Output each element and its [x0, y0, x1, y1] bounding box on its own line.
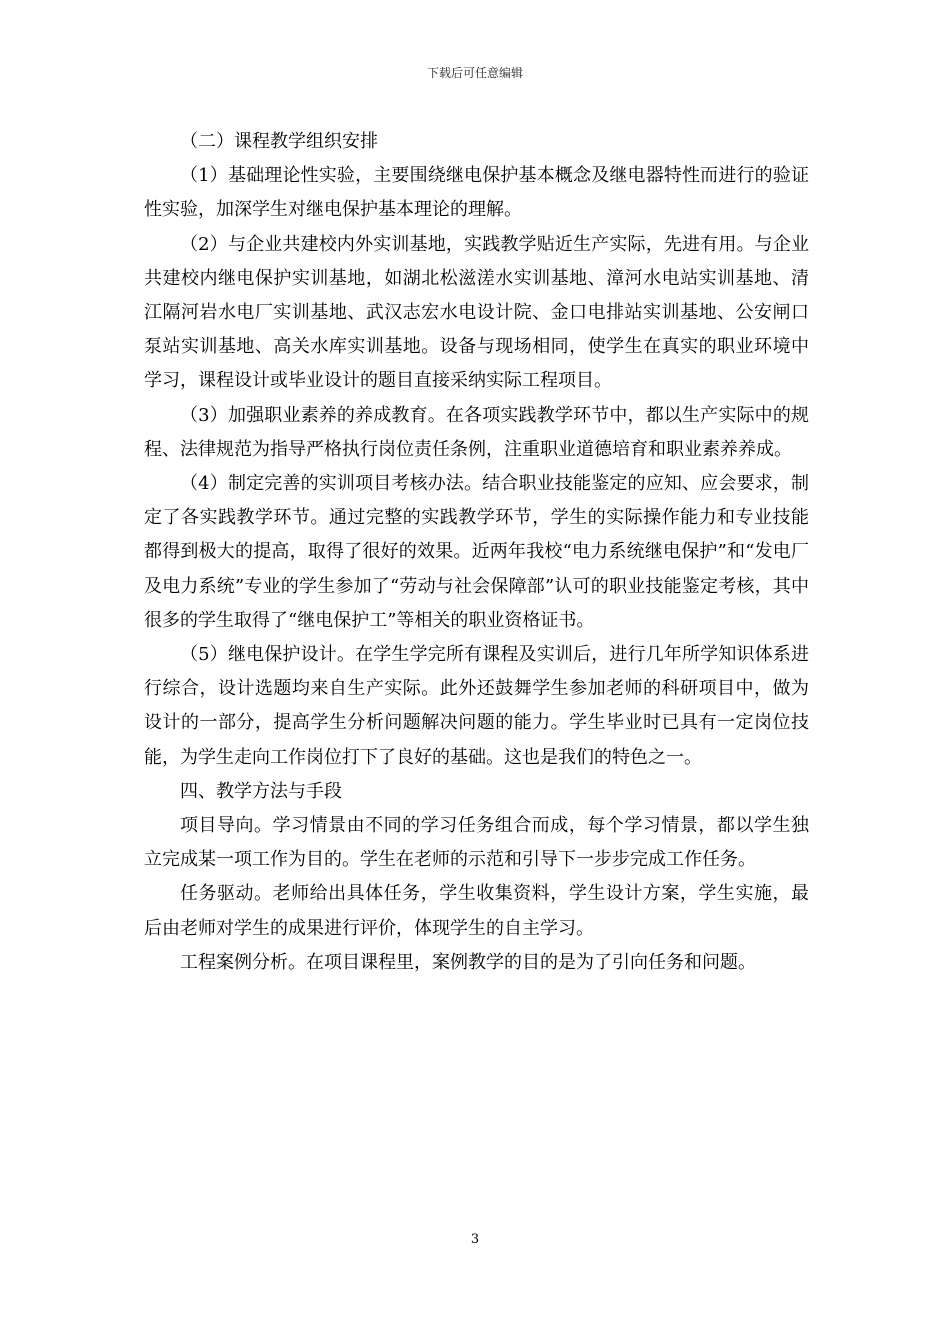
paragraph-item-4: （4）制定完善的实训项目考核办法。结合职业技能鉴定的应知、应会要求，制定了各实践教学环节。通过完整的实践教学环节，学生的实际操作能力和专业技能都得到极大的提高，取得了很好的效果。近两年我校“电力系统继电保护”和“发电厂及电力系统”专业的学生参加了“劳动与社会保障部”认可的职业技能鉴定考核，其中很多的学生取得了“继电保护工”等相关的职业资格证书。 [144, 473, 809, 631]
paragraph-item-3: （3）加强职业素养的养成教育。在各项实践教学环节中，都以生产实际中的规程、法律规范为指导严格执行岗位责任条例，注重职业道德培育和职业素养养成。 [144, 404, 809, 460]
paragraph-task-driven: 任务驱动。老师给出具体任务，学生收集资料，学生设计方案，学生实施，最后由老师对学生的成果进行评价，体现学生的自主学习。 [144, 883, 809, 939]
paragraph-item-2: （2）与企业共建校内外实训基地，实践教学贴近生产实际，先进有用。与企业共建校内继电保护实训基地，如湖北松滋溠水实训基地、漳河水电站实训基地、清江隔河岩水电厂实训基地、武汉志宏水电设计院、金口电排站实训基地、公安闸口泵站实训基地、高关水库实训基地。设备与现场相同，使学生在真实的职业环境中学习，课程设计或毕业设计的题目直接采纳实际工程项目。 [144, 233, 809, 392]
paragraph-case-analysis: 工程案例分析。在项目课程里，案例教学的目的是为了引向任务和问题。 [180, 951, 756, 973]
document-body [144, 125, 809, 980]
paragraph-item-1: （1）基础理论性实验，主要围绕继电保护基本概念及继电器特性而进行的验证性实验，加深学生对继电保护基本理论的理解。 [144, 165, 809, 221]
section-heading-course-organization: （二）课程教学组织安排 [180, 131, 378, 152]
page-header: 下载后可任意编辑 [426, 66, 523, 80]
paragraph-item-5: （5）继电保护设计。在学生学完所有课程及实训后，进行几年所学知识体系进行综合，设计选题均来自生产实际。此外还鼓舞学生参加老师的科研项目中，做为设计的一部分，提高学生分析问题解决问题的能力。学生毕业时已具有一定岗位技能，为学生走向工作岗位打下了良好的基础。这也是我们的特色之一。 [144, 644, 809, 768]
page-number: 3 [470, 1232, 480, 1247]
paragraph-project-oriented: 项目导向。学习情景由不同的学习任务组合而成，每个学习情景，都以学生独立完成某一项工作为目的。学生在老师的示范和引导下一步步完成工作任务。 [144, 815, 809, 871]
section-heading-teaching-methods: 四、教学方法与手段 [180, 780, 342, 802]
